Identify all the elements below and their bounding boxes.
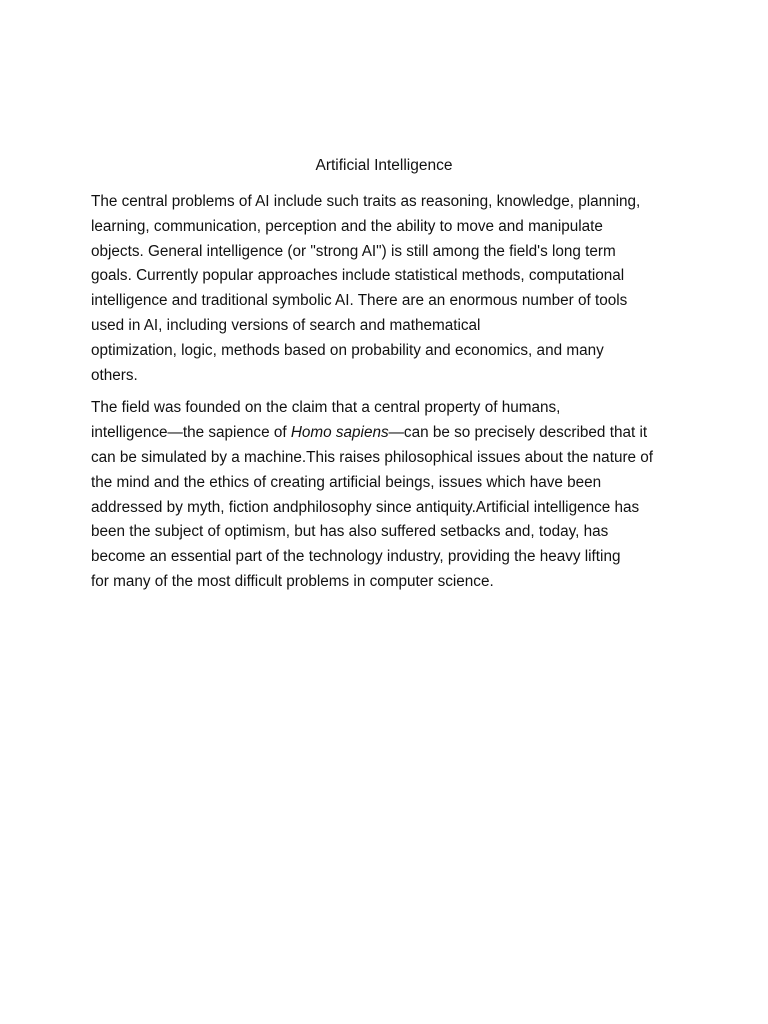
- italic-term: Homo sapiens: [290, 424, 389, 442]
- text-line: objects. General intelligence (or "strong AI") is still among the field's long term: [91, 242, 616, 260]
- text-line: others.: [91, 366, 138, 384]
- text-line: optimization, logic, methods based on probability and economics, and many: [91, 341, 604, 359]
- document-title: Artificial Intelligence: [315, 157, 453, 174]
- document-body: [91, 190, 681, 603]
- text-line: The field was founded on the claim that a central property of humans,: [91, 399, 561, 417]
- text-line: for many of the most difficult problems in computer science.: [91, 572, 494, 590]
- text-line: become an essential part of the technology industry, providing the heavy lifting: [91, 548, 621, 566]
- text-segment: intelligence—the sapience of: [91, 424, 291, 442]
- paragraph-1: [91, 190, 681, 388]
- text-segment: —can be so precisely described that it: [388, 424, 648, 442]
- text-line: goals. Currently popular approaches include statistical methods, computational: [91, 267, 625, 285]
- text-line: the mind and the ethics of creating artificial beings, issues which have been: [91, 473, 602, 491]
- text-line: can be simulated by a machine.This raises philosophical issues about the nature of: [91, 448, 654, 466]
- text-line: intelligence and traditional symbolic AI. There are an enormous number of tools: [91, 292, 628, 310]
- text-line: used in AI, including versions of search and mathematical: [91, 316, 481, 334]
- text-line: addressed by myth, fiction andphilosophy since antiquity.Artificial intelligence has: [91, 498, 640, 516]
- text-line: learning, communication, perception and the ability to move and manipulate: [91, 217, 603, 235]
- text-line: The central problems of AI include such traits as reasoning, knowledge, planning,: [91, 193, 641, 210]
- paragraph-2: [91, 396, 681, 594]
- text-line-with-italic: [91, 421, 681, 446]
- text-line: been the subject of optimism, but has also suffered setbacks and, today, has: [91, 523, 609, 541]
